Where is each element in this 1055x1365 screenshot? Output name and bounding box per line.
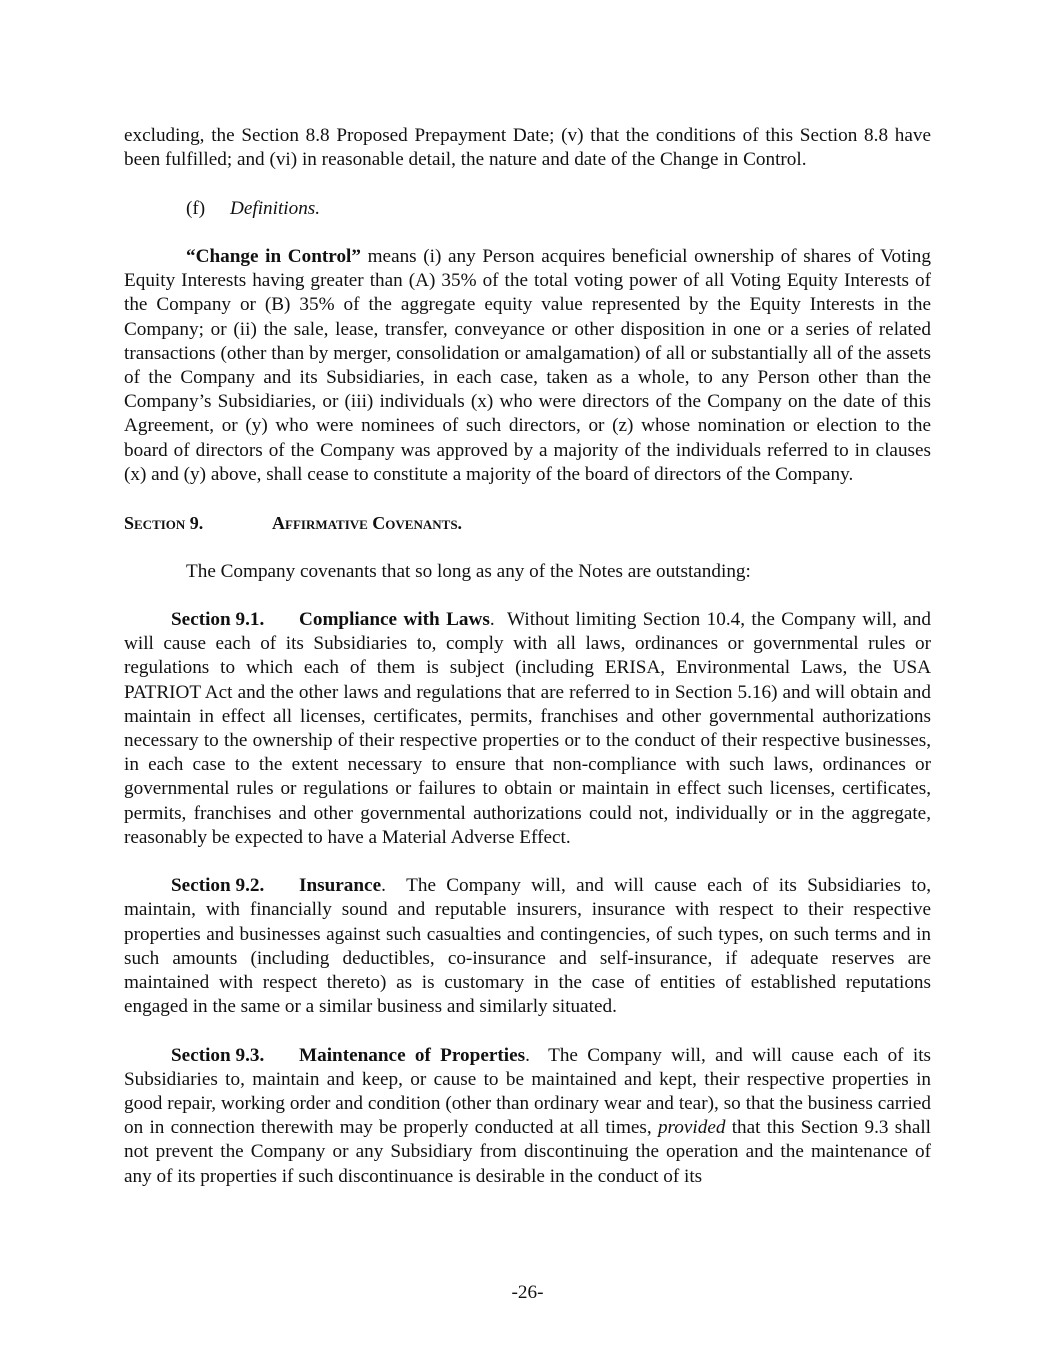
section-9-3-proviso: provided bbox=[657, 1117, 726, 1139]
subsection-f-heading bbox=[124, 197, 931, 221]
section-9-2-title: Insurance bbox=[299, 875, 382, 897]
section-9-2-text: The Company will, and will cause each of its Subsidiaries to, maintain, with financially sound and reputable insurers, insurance with respect to their respective properties and businesses against such casualties and contingencies, of such types, on such terms and in such amounts (including deductibles, co-insurance and self-insurance, if adequate reserves are maintained with respect thereto) as is customary in the case of entities of established reputations engaged in the same or a similar business and similarly situated. bbox=[124, 875, 931, 1018]
section-9-heading: Section 9. Affirmative Covenants. bbox=[124, 511, 931, 535]
section-9-1-text: Without limiting Section 10.4, the Company will, and will cause each of its Subsidiaries to, comply with all laws, ordinances or governmental rules or regulations to which each of them is subject (including ERISA, Environmental Laws, the USA PATRIOT Act and the other laws and regulations that are referred to in Section 5.16) and will obtain and maintain in effect all licenses, certificates, permits, franchises and other governmental authorizations necessary to the ownership of their respective properties or to the conduct of their respective businesses, in each case to the extent necessary to ensure that non-compliance with such laws, ordinances or governmental rules or regulations or failures to obtain or maintain in effect such licenses, certificates, permits, franchises and other governmental authorizations could not, individually or in the aggregate, reasonably be expected to have a Material Adverse Effect. bbox=[124, 608, 931, 848]
subsection-f-title: Definitions. bbox=[230, 197, 321, 219]
section-9-1-number: Section 9.1. bbox=[171, 608, 265, 630]
change-in-control-text: means (i) any Person acquires beneficial ownership of shares of Voting Equity Interests having greater than (A) 35% of the total voting power of all Voting Equity Interests of the Company or (B) 35% of the aggregate equity value represented by the Equity Interests in the Company; or (ii) the sale, lease, transfer, conveyance or other disposition in one or a series of related transactions (other than by merger, consolidation or amalgamation) of all or substantially all of the assets of the Company and its Subsidiaries, in each case, taken as a whole, to any Person other than the Company’s Subsidiaries, or (iii) individuals (x) who were directors of the Company on the date of this Agreement, or (y) who were nominees of such directors, or (z) whose nomination or election to the board of directors of the Company was approved by a majority of the individuals referred to in clauses (x) and (y) above, shall cease to constitute a majority of the board of directors of the Company. bbox=[124, 245, 931, 485]
section-9-title: Affirmative Covenants bbox=[272, 513, 458, 534]
section-9-2-paragraph: Section 9.2. Insurance. The Company will, and will cause each of its Subsidiaries to, maintain, with financially sound and reputable insurers, insurance with respect to their respective properties and businesses against such casualties and contingencies, of such types, on such terms and in such amounts (including deductibles, co-insurance and self-insurance, if adequate reserves are maintained with respect thereto) as is customary in the case of entities of established reputations engaged in the same or a similar business and similarly situated. bbox=[124, 875, 931, 1018]
section-9-3-number: Section 9.3. bbox=[171, 1044, 265, 1066]
section-9-number: Section 9. bbox=[124, 513, 204, 534]
section-9-3-title: Maintenance of Properties bbox=[299, 1044, 526, 1066]
change-in-control-term: “Change in Control” bbox=[186, 245, 361, 267]
section-9-3-text-before: The Company will, and will cause each of its Subsidiaries to, maintain and keep, or cause to be maintained and kept, their respective properties in good repair, working order and condition (other than ordinary wear and tear), so that the business carried on in connection therewith may be properly conducted at all times, bbox=[124, 1044, 931, 1139]
section-9-3-text-after: that this Section 9.3 shall not prevent the Company or any Subsidiary from discontinuing the operation and the maintenance of any of its properties if such discontinuance is desirable in the conduct of its bbox=[124, 1117, 932, 1187]
change-in-control-definition bbox=[124, 245, 931, 487]
document-page bbox=[124, 124, 931, 1189]
subsection-f-label: (f) bbox=[186, 197, 206, 219]
section-9-2-number: Section 9.2. bbox=[171, 875, 265, 897]
page-number: -26- bbox=[511, 1282, 544, 1303]
section-9-1-paragraph: Section 9.1. Compliance with Laws. Without limiting Section 10.4, the Company will, and will cause each of its Subsidiaries to, comply with all laws, ordinances or governmental rules or regulations to which each of them is subject (including ERISA, Environmental Laws, the USA PATRIOT Act and the other laws and regulations that are referred to in Section 5.16) and will obtain and maintain in effect all licenses, certificates, permits, franchises and other governmental authorizations necessary to the ownership of their respective properties or to the conduct of their respective businesses, in each case to the extent necessary to ensure that non-compliance with such laws, ordinances or governmental rules or regulations or failures to obtain or maintain in effect such licenses, certificates, permits, franchises and other governmental authorizations could not, individually or in the aggregate, reasonably be expected to have a Material Adverse Effect. bbox=[124, 608, 931, 848]
continuation-paragraph: excluding, the Section 8.8 Proposed Prepayment Date; (v) that the conditions of this Section 8.8 have been fulfilled; and (vi) in reasonable detail, the nature and date of the Change in Control. bbox=[124, 125, 931, 171]
section-9-3-paragraph: Section 9.3. Maintenance of Properties. The Company will, and will cause each of its Subsidiaries to, maintain and keep, or cause to be maintained and kept, their respective properties in good repair, working order and condition (other than ordinary wear and tear), so that the business carried on in connection therewith may be properly conducted at all times, provided that this Section 9.3 shall not prevent the Company or any Subsidiary from discontinuing the operation and the maintenance of any of its properties if such discontinuance is desirable in the conduct of its bbox=[124, 1044, 932, 1187]
section-9-intro: The Company covenants that so long as any of the Notes are outstanding: bbox=[186, 560, 751, 582]
section-9-1-title: Compliance with Laws bbox=[299, 608, 490, 630]
